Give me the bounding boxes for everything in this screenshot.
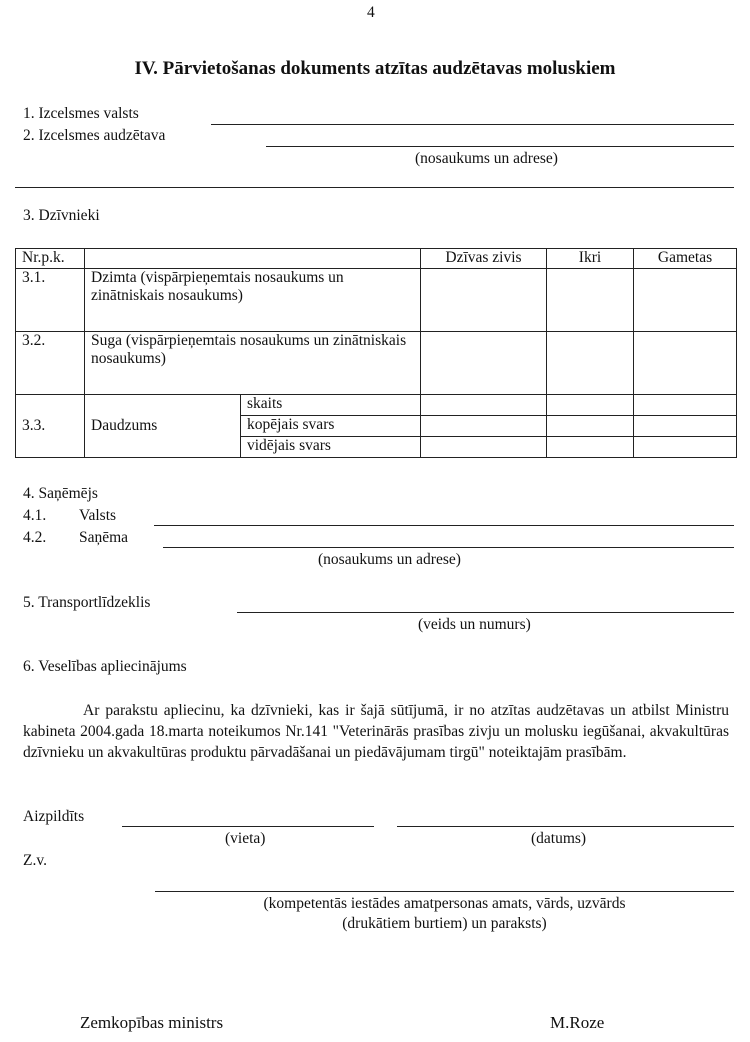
- quantity-sub-total-weight: kopējais svars: [241, 416, 421, 437]
- cell-live-fish[interactable]: [421, 269, 547, 332]
- document-title: IV. Pārvietošanas dokuments atzītas audzētavas moluskiem: [134, 58, 616, 79]
- cell-live-fish[interactable]: [421, 416, 547, 437]
- row-description: Dzimta (vispārpieņemtais nosaukums un zinātniskais nosaukums): [85, 269, 421, 332]
- date-caption: (datums): [531, 830, 587, 847]
- recipient-caption: (nosaukums un adrese): [318, 551, 461, 568]
- cell-eggs[interactable]: [547, 437, 634, 458]
- row-number: 3.3.: [16, 395, 85, 458]
- recipient-name-number: 4.2.: [23, 529, 47, 546]
- origin-farm-caption: (nosaukums un adrese): [415, 150, 558, 167]
- quantity-sub-count: skaits: [241, 395, 421, 416]
- cell-eggs[interactable]: [547, 332, 634, 395]
- cell-gametes[interactable]: [634, 332, 737, 395]
- official-caption-line2: (drukātiem burtiem) un paraksts): [342, 915, 547, 932]
- row-number: 3.2.: [16, 332, 85, 395]
- health-certificate-label: 6. Veselības apliecinājums: [23, 658, 187, 675]
- cell-gametes[interactable]: [634, 395, 737, 416]
- cell-eggs[interactable]: [547, 395, 634, 416]
- cell-eggs[interactable]: [547, 416, 634, 437]
- official-signature-line[interactable]: [155, 891, 734, 892]
- row-description: Suga (vispārpieņemtais nosaukums un zinātniskais nosaukums): [85, 332, 421, 395]
- recipient-country-line[interactable]: [154, 525, 734, 526]
- table-row: [16, 269, 737, 332]
- animals-table: [15, 248, 737, 458]
- minister-name: M.Roze: [550, 1013, 605, 1032]
- transport-label: 5. Transportlīdzeklis: [23, 594, 151, 611]
- header-nr: Nr.p.k.: [16, 249, 85, 269]
- place-caption: (vieta): [225, 830, 266, 847]
- page-number: 4: [367, 4, 375, 21]
- row-number: 3.1.: [16, 269, 85, 332]
- place-line[interactable]: [122, 826, 374, 827]
- table-row: [16, 332, 737, 395]
- cell-gametes[interactable]: [634, 269, 737, 332]
- cell-gametes[interactable]: [634, 437, 737, 458]
- header-live-fish: Dzīvas zivis: [421, 249, 547, 269]
- quantity-sub-average-weight: vidējais svars: [241, 437, 421, 458]
- header-gametes: Gametas: [634, 249, 737, 269]
- origin-farm-label: 2. Izcelsmes audzētava: [23, 127, 166, 144]
- origin-country-line[interactable]: [211, 124, 734, 125]
- header-description: [85, 249, 421, 269]
- official-caption-line1: (kompetentās iestādes amatpersonas amats, vārds, uzvārds: [263, 895, 626, 912]
- animals-label: 3. Dzīvnieki: [23, 207, 100, 224]
- recipient-name-label: Saņēma: [79, 529, 129, 546]
- cell-live-fish[interactable]: [421, 332, 547, 395]
- cell-eggs[interactable]: [547, 269, 634, 332]
- transport-caption: (veids un numurs): [418, 616, 531, 633]
- recipient-country-label: Valsts: [79, 507, 117, 524]
- origin-country-label: 1. Izcelsmes valsts: [23, 105, 139, 122]
- quantity-label: Daudzums: [85, 395, 241, 458]
- seal-label: Z.v.: [23, 852, 47, 869]
- header-eggs: Ikri: [547, 249, 634, 269]
- filled-label: Aizpildīts: [23, 808, 85, 825]
- transport-line[interactable]: [237, 612, 734, 613]
- recipient-name-line[interactable]: [163, 547, 734, 548]
- cell-gametes[interactable]: [634, 416, 737, 437]
- origin-farm-line[interactable]: [266, 146, 734, 147]
- minister-title: Zemkopības ministrs: [80, 1013, 224, 1032]
- table-header-row: [16, 249, 737, 269]
- origin-farm-line-2[interactable]: [15, 187, 734, 188]
- health-certificate-paragraph: Ar parakstu apliecinu, ka dzīvnieki, kas ir šajā sūtījumā, ir no atzītas audzētavas un atbilst Ministru kabineta 2004.gada 18.marta noteikumos Nr.141 "Veterinārās prasības zivju un molusku iegūšanai, akvakultūras dzīvnieku un akvakultūras produktu pārvadāšanai un piedāvājumam tirgū" noteiktajām prasībām.: [23, 702, 729, 761]
- recipient-label: 4. Saņēmējs: [23, 485, 98, 502]
- cell-live-fish[interactable]: [421, 437, 547, 458]
- recipient-country-number: 4.1.: [23, 507, 47, 524]
- date-line[interactable]: [397, 826, 734, 827]
- cell-live-fish[interactable]: [421, 395, 547, 416]
- table-row: [16, 395, 737, 416]
